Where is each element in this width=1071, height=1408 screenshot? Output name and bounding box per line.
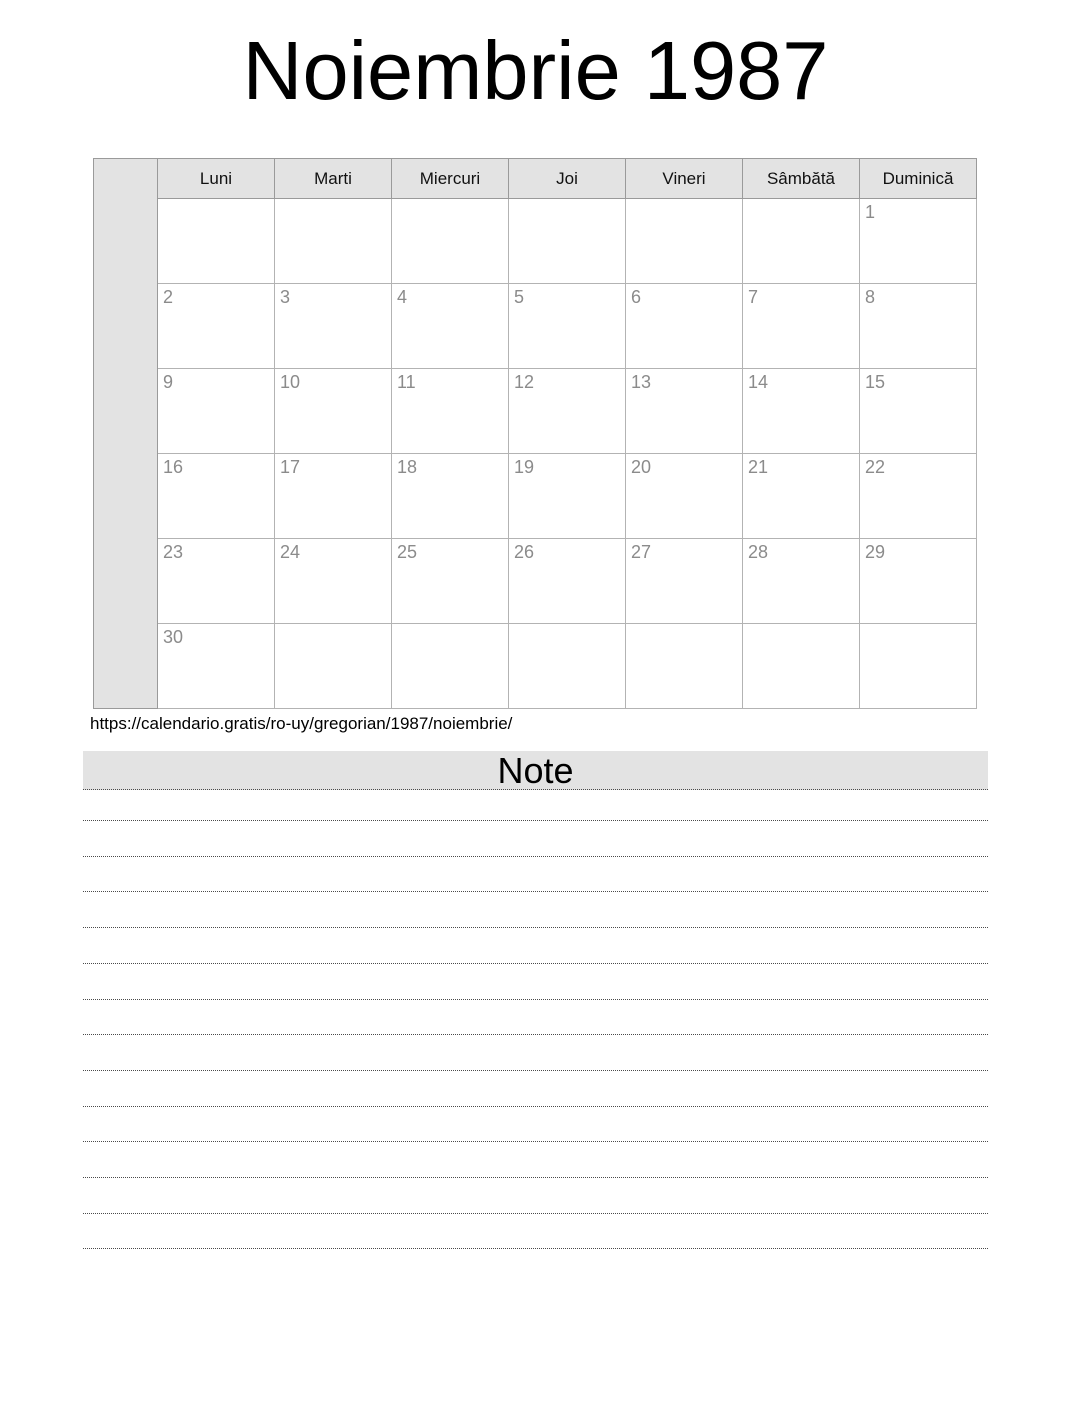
day-cell-6: 6 <box>626 284 743 369</box>
day-cell-17: 17 <box>275 454 392 539</box>
day-cell <box>626 624 743 709</box>
weekday-header-row <box>94 159 977 199</box>
day-cell <box>743 624 860 709</box>
note-line <box>83 964 988 1000</box>
page-title: Noiembrie 1987 <box>242 24 829 117</box>
note-line <box>83 1071 988 1107</box>
note-line <box>83 1000 988 1036</box>
day-cell <box>392 624 509 709</box>
weekday-header-luni: Luni <box>158 159 275 199</box>
weekday-header-marti: Marti <box>275 159 392 199</box>
note-line <box>83 1214 988 1250</box>
day-cell-20: 20 <box>626 454 743 539</box>
note-line <box>83 857 988 893</box>
day-cell-21: 21 <box>743 454 860 539</box>
week-row-5 <box>94 539 977 624</box>
week-row-6 <box>94 624 977 709</box>
day-cell <box>509 199 626 284</box>
weekday-header-duminica: Duminică <box>860 159 977 199</box>
day-cell-23: 23 <box>158 539 275 624</box>
day-cell-2: 2 <box>158 284 275 369</box>
day-cell <box>392 199 509 284</box>
day-cell-12: 12 <box>509 369 626 454</box>
day-cell-1: 1 <box>860 199 977 284</box>
day-cell-19: 19 <box>509 454 626 539</box>
day-cell-5: 5 <box>509 284 626 369</box>
day-cell-4: 4 <box>392 284 509 369</box>
day-cell-24: 24 <box>275 539 392 624</box>
note-line <box>83 1035 988 1071</box>
day-cell <box>860 624 977 709</box>
day-cell-18: 18 <box>392 454 509 539</box>
notes-lines <box>83 790 988 1249</box>
day-cell-30: 30 <box>158 624 275 709</box>
notes-heading: Note <box>83 751 988 790</box>
note-line <box>83 1178 988 1214</box>
day-cell-27: 27 <box>626 539 743 624</box>
weekday-header-miercuri: Miercuri <box>392 159 509 199</box>
day-cell <box>275 624 392 709</box>
note-line <box>83 892 988 928</box>
day-cell-8: 8 <box>860 284 977 369</box>
day-cell <box>743 199 860 284</box>
day-cell-26: 26 <box>509 539 626 624</box>
week-row-4 <box>94 454 977 539</box>
week-row-2 <box>94 284 977 369</box>
day-cell-9: 9 <box>158 369 275 454</box>
note-line <box>83 1142 988 1178</box>
note-line <box>83 790 988 821</box>
weekday-header-sambata: Sâmbătă <box>743 159 860 199</box>
calendar-gutter <box>94 159 158 709</box>
day-cell-25: 25 <box>392 539 509 624</box>
notes-section <box>83 751 988 1249</box>
day-cell-16: 16 <box>158 454 275 539</box>
day-cell-3: 3 <box>275 284 392 369</box>
day-cell <box>626 199 743 284</box>
weekday-header-joi: Joi <box>509 159 626 199</box>
day-cell-10: 10 <box>275 369 392 454</box>
day-cell-22: 22 <box>860 454 977 539</box>
day-cell <box>509 624 626 709</box>
source-url: https://calendario.gratis/ro-uy/gregorian/1987/noiembrie/ <box>90 714 513 734</box>
day-cell <box>158 199 275 284</box>
calendar-table <box>93 158 977 709</box>
day-cell-7: 7 <box>743 284 860 369</box>
week-row-3 <box>94 369 977 454</box>
weekday-header-vineri: Vineri <box>626 159 743 199</box>
note-line <box>83 1107 988 1143</box>
day-cell-15: 15 <box>860 369 977 454</box>
day-cell <box>275 199 392 284</box>
day-cell-13: 13 <box>626 369 743 454</box>
day-cell-11: 11 <box>392 369 509 454</box>
note-line <box>83 928 988 964</box>
day-cell-28: 28 <box>743 539 860 624</box>
calendar-page <box>0 22 1071 1408</box>
note-line <box>83 821 988 857</box>
week-row-1 <box>94 199 977 284</box>
day-cell-29: 29 <box>860 539 977 624</box>
day-cell-14: 14 <box>743 369 860 454</box>
